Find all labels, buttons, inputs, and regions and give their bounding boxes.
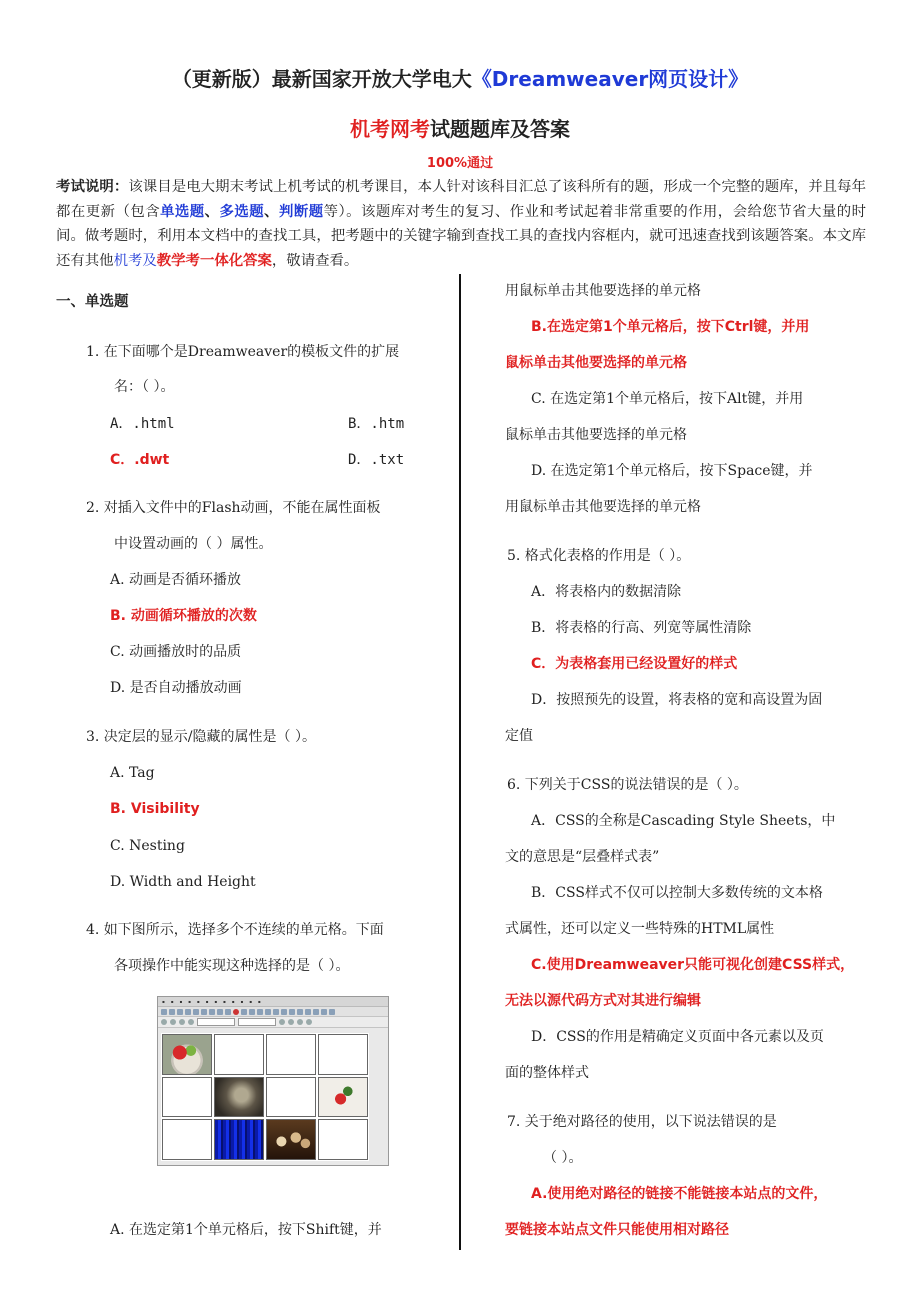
link-multi-choice[interactable]: 多选题 — [219, 203, 265, 220]
q4-stem-line2: 各项操作中能实现这种选择的是（ ）。 — [114, 958, 350, 974]
q6-option-b-line1: B．CSS样式不仅可以控制大多数传统的文本格 — [531, 885, 823, 901]
q6-option-d-line2: 面的整体样式 — [505, 1065, 589, 1081]
q6-option-a-line1: A．CSS的全称是Cascading Style Sheets，中 — [531, 813, 836, 829]
q7-option-a-answer-line2: 要链接本站点文件只能使用相对路径 — [505, 1222, 729, 1238]
link-single-choice[interactable]: 单选题 — [160, 203, 205, 220]
q7-option-a-answer-line1: A.使用绝对路径的链接不能链接本站点的文件， — [531, 1186, 828, 1202]
q7-stem-line2: （ ）。 — [543, 1150, 583, 1166]
q5-option-d-line2: 定值 — [505, 728, 533, 744]
title-course: 《Dreamweaver网页设计》 — [471, 67, 749, 91]
link-machine-exam[interactable]: 机考及 — [113, 252, 157, 269]
q5-stem: 5. 格式化表格的作用是（ ）。 — [507, 548, 691, 564]
column-divider — [459, 274, 461, 1250]
cell-empty — [318, 1034, 368, 1075]
cell-empty — [318, 1119, 368, 1160]
subtitle-red: 机考网考 — [350, 117, 430, 141]
link-true-false[interactable]: 判断题 — [279, 203, 324, 220]
q5-option-d-line1: D．按照预先的设置，将表格的宽和高设置为固 — [531, 692, 823, 708]
q2-option-c: C. 动画播放时的品质 — [110, 644, 242, 660]
figure-table-grid — [161, 1033, 369, 1161]
q4-option-c-line1: C. 在选定第1个单元格后，按下Alt键，并用 — [531, 391, 804, 407]
title-prefix: （更新版）最新国家开放大学电大 — [171, 67, 472, 91]
intro-sep-1: 、 — [204, 203, 220, 220]
q3-option-c: C. Nesting — [110, 838, 185, 854]
cell-empty — [162, 1077, 212, 1118]
pass-rate: 100%通过 — [426, 156, 494, 171]
cell-image-fruit — [162, 1034, 212, 1075]
q2-option-d: D. 是否自动播放动画 — [110, 680, 242, 696]
q4-stem-line1: 4. 如下图所示，选择多个不连续的单元格。下面 — [86, 922, 384, 938]
link-integrated-answers[interactable]: 教学考一体化答案 — [156, 252, 272, 269]
q3-stem: 3. 决定层的显示/隐藏的属性是（ ）。 — [86, 729, 316, 745]
q1-option-b: B．.htm — [348, 416, 405, 432]
document-title — [0, 64, 920, 94]
q4-option-b-answer-line1: B.在选定第1个单元格后，按下Ctrl键，并用 — [531, 319, 810, 335]
figure-toolbar — [158, 1007, 388, 1017]
q7-stem-line1: 7. 关于绝对路径的使用，以下说法错误的是 — [507, 1114, 777, 1130]
intro-text-3: ，敬请查看。 — [271, 252, 359, 269]
q2-stem-line2: 中设置动画的（ ）属性。 — [114, 536, 273, 552]
q4-option-a-cont: 用鼠标单击其他要选择的单元格 — [505, 283, 701, 299]
q2-option-a: A. 动画是否循环播放 — [110, 572, 242, 588]
q3-option-a: A. Tag — [110, 765, 155, 781]
q1-option-c-answer: C．.dwt — [110, 452, 170, 468]
figure-doc-toolbar — [158, 1017, 388, 1028]
q4-option-b-answer-line2: 鼠标单击其他要选择的单元格 — [505, 355, 687, 371]
q5-option-b: B．将表格的行高、列宽等属性清除 — [531, 620, 752, 636]
q4-option-a: A. 在选定第1个单元格后，按下Shift键，并 — [110, 1222, 382, 1238]
cell-image-dark — [214, 1077, 264, 1118]
cell-image-chess — [266, 1119, 316, 1160]
q2-stem-line1: 2. 对插入文件中的Flash动画，不能在属性面板 — [86, 500, 381, 516]
q5-option-c-answer: C．为表格套用已经设置好的样式 — [531, 656, 738, 672]
q6-option-c-answer-line2: 无法以源代码方式对其进行编辑 — [505, 993, 701, 1009]
intro-label: 考试说明： — [56, 179, 129, 195]
q1-option-d: D．.txt — [348, 452, 405, 468]
q4-option-d-line2: 用鼠标单击其他要选择的单元格 — [505, 499, 701, 515]
q4-option-c-line2: 鼠标单击其他要选择的单元格 — [505, 427, 687, 443]
cell-empty — [266, 1077, 316, 1118]
q1-stem-line1: 1. 在下面哪个是Dreamweaver的模板文件的扩展 — [86, 344, 400, 360]
subtitle-rest: 试题题库及答案 — [430, 117, 570, 141]
q6-option-c-answer-line1: C.使用Dreamweaver只能可视化创建CSS样式， — [531, 957, 855, 973]
q1-option-a: A．.html — [110, 416, 175, 432]
exam-description — [56, 175, 866, 273]
section-heading: 一、单选题 — [56, 294, 129, 310]
q2-option-b-answer: B. 动画循环播放的次数 — [110, 608, 257, 624]
cell-empty — [162, 1119, 212, 1160]
q5-option-a: A．将表格内的数据清除 — [531, 584, 682, 600]
intro-sep-2: 、 — [264, 203, 280, 220]
cell-empty — [214, 1034, 264, 1075]
q6-option-a-line2: 文的意思是“层叠样式表” — [505, 849, 660, 865]
cell-image-rose — [318, 1077, 368, 1118]
q4-option-d-line1: D. 在选定第1个单元格后，按下Space键，并 — [531, 463, 813, 479]
intro-text-2: 等）。该题库对考生的复习、作业和考试起着非常重要的作用，会给您节省大量的时间。做考题时，利用本文档中的查找工具，把考题中的关键字输到查找工具的查找内容框内，就可迅速查找到该题答案。本文库还有其他 — [56, 203, 866, 269]
q6-option-d-line1: D．CSS的作用是精确定义页面中各元素以及页 — [531, 1029, 824, 1045]
q6-stem: 6. 下列关于CSS的说法错误的是（ ）。 — [507, 777, 748, 793]
q1-stem-line2: 名：（ ）。 — [114, 379, 175, 395]
intro-text-1: 该课目是电大期末考试上机考试的机考课目，本人针对该科目汇总了该科所有的题，形成一个完整的题库，并且每年都在更新（包含 — [56, 179, 866, 220]
cell-empty — [266, 1034, 316, 1075]
dreamweaver-table-figure — [157, 996, 389, 1166]
document-subtitle — [0, 114, 920, 144]
cell-image-blue — [214, 1119, 264, 1160]
q3-option-d: D. Width and Height — [110, 874, 256, 890]
figure-menubar: ▪ ▪ ▪ ▪ ▪ ▪ ▪ ▪ ▪ ▪ ▪ ▪ — [158, 997, 388, 1007]
q6-option-b-line2: 式属性，还可以定义一些特殊的HTML属性 — [505, 921, 775, 937]
q3-option-b-answer: B. Visibility — [110, 801, 200, 817]
